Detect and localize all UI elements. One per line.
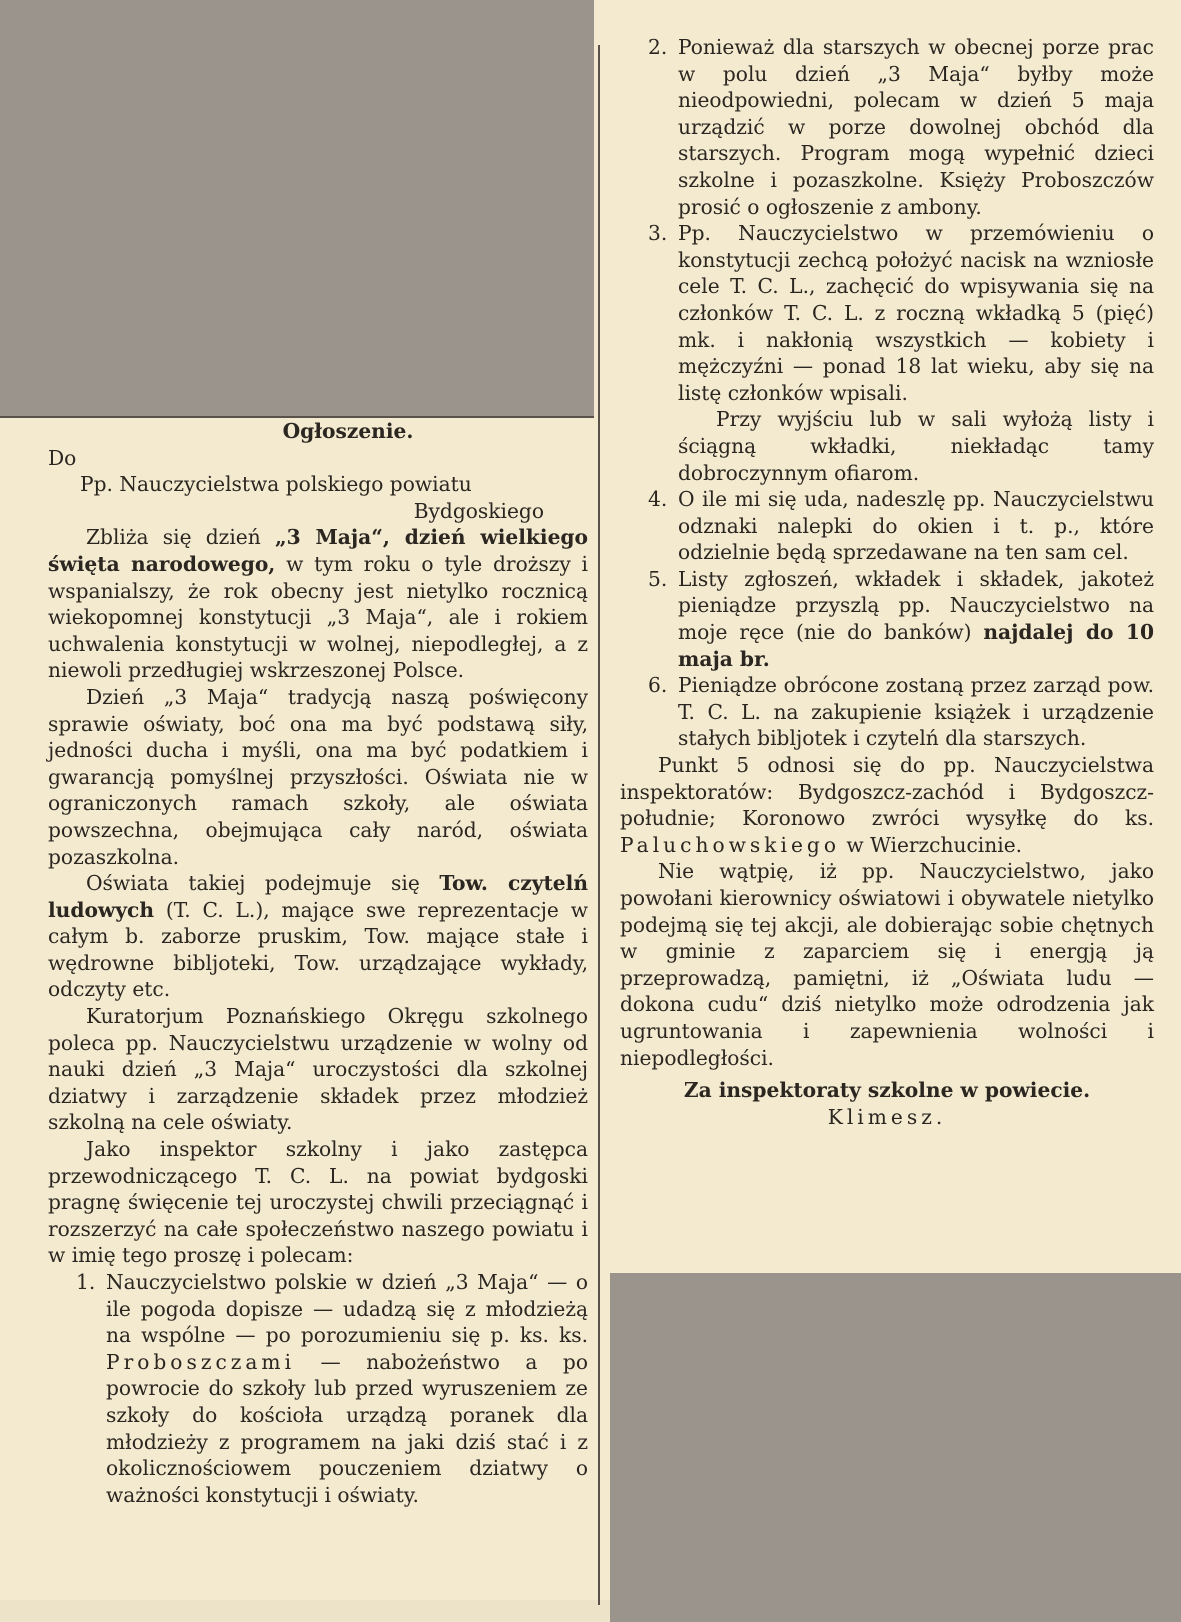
blank-region-bottom-right (610, 1273, 1181, 1622)
paragraph-tcl-rest: (T. C. L.), mające swe reprezentacje w całym b. zaborze pruskim, Tow. mające stałe i wędrowne bibljoteki, Tow. urządzające wykłady, odczyty etc. (48, 897, 588, 1002)
list-item-4-text: O ile mi się uda, nadeszlę pp. Nauczycielstwu odznaki nalepki do okien i t. p., które odzielnie będą sprzedawane na ten sam cel. (678, 487, 1154, 565)
list-item-6 (620, 672, 1154, 752)
list-item-2-text: Ponieważ dla starszych w obecnej porze prac w polu dzień „3 Maja“ byłby może nieodpowiedni, polecam w dzień 5 maja urządzić w porze dowolnej obchód dla starszych. Program mogą wypełnić dzieci szkolne i pozaszkolne. Księży Proboszczów prosić o ogłoszenie z ambony. (678, 35, 1154, 219)
list-item-3 (620, 220, 1154, 406)
paragraph-intro-bold: „3 Maja“, dzień wielkiego święta narodowego, (48, 525, 588, 576)
left-column (48, 418, 588, 1508)
paragraph-intro (48, 524, 588, 684)
list-item-5-bold: najdalej do 10 maja br. (678, 620, 1154, 671)
paragraph-tcl-bold: Tow. czytelń ludowych (48, 871, 588, 922)
list-item-number: 2. (648, 35, 668, 59)
paragraph-punkt-5-spaced: Paluchowskiego (620, 832, 840, 857)
list-item-number: 1. (76, 1270, 96, 1294)
paragraph-3-maja: Dzień „3 Maja“ tradycją naszą poświęcony sprawie oświaty, boć ona ma być podstawą siły, jedności ducha i myśli, ona ma być podatkiem i gwarancją pomyślnej przyszłości. Oświata nie w ograniczonych ramach szkoły, ale oświata powszechna, obejmująca cały naród, oświata pozaszkolna. (48, 684, 588, 869)
list-item-1 (48, 1269, 588, 1508)
paragraph-intro-start: Zbliża się dzień (86, 525, 275, 550)
paragraph-tcl-start: Oświata takiej podejmuje się (86, 871, 440, 896)
list-item-3-text: Pp. Nauczycielstwo w przemówieniu o konstytucji zechcą położyć nacisk na wzniosłe cele T. C. L., zachęcić do wpisywania się na członków T. C. L. z roczną wkładką 5 (pięć) mk. i nakłonią wszystkich — kobiety i mężczyźni — ponad 18 lat wieku, aby się na listę członków wpisali. (678, 221, 1154, 405)
paper-edge-bottom (0, 1600, 610, 1622)
list-item-6-text: Pieniądze obrócone zostaną przez zarząd pow. T. C. L. na zakupienie książek i urządzenie stałych bibljotek i czytelń dla starszych. (678, 673, 1154, 751)
list-item-number: 5. (648, 566, 668, 591)
list-item-3-continuation: Przy wyjściu lub w sali wyłożą listy i ściągną wkładki, niekładąc tamy dobroczynnym ofiarom. (678, 407, 1154, 485)
list-item-number: 6. (648, 673, 668, 698)
list-item-4 (620, 486, 1154, 566)
addressee-line-1: Pp. Nauczycielstwa polskiego powiatu (80, 472, 472, 497)
signature-name: Klimesz. (827, 1104, 947, 1129)
column-divider-rule (598, 45, 600, 1605)
paragraph-closing: Nie wątpię, iż pp. Nauczycielstwo, jako powołani kierownicy oświatowi i obywatele nietylko podejmą się tej akcji, ale dobierając sobie chętnych w gminie z zaparciem się i energją ją przeprowadzą, pamiętni, iż „Oświata ludu — dokona cudu“ dziś nietylko może odrodzenia jak ugruntowania i zapewnienia wolności i niepodległości. (620, 859, 1154, 1070)
paragraph-intro-rest: w tym roku o tyle droższy i wspanialszy, że rok obecny jest nietylko rocznicą wiekopomnej konstytucji „3 Maja“, ale i rokiem uchwalenia konstytucji w wolnej, niepodległej, a z niewoli przedługiej wskrzeszonej Polsce. (48, 551, 588, 683)
list-item-1-spaced: Proboszczami (106, 1349, 296, 1374)
list-item-2 (620, 34, 1154, 220)
paragraph-punkt-5-start: Punkt 5 odnosi się do pp. Nauczycielstwa inspektoratów: Bydgoszcz-zachód i Bydgoszcz-południe; Koronowo zwróci wysyłkę do ks. (620, 753, 1154, 831)
addressee-line-2: Bydgoskiego (413, 498, 544, 523)
article-title: Ogłoszenie. (282, 419, 414, 443)
signature-line: Za inspektoraty szkolne w powiecie. (683, 1078, 1091, 1103)
list-item-5-text: Listy zgłoszeń, wkładek i składek, jakoteż pieniądze przyszlą pp. Nauczycielstwo na moje ręce (nie do banków) (678, 566, 1154, 645)
blank-region-top-left (0, 0, 594, 418)
paragraph-punkt-5-rest: w Wierzchucinie. (839, 832, 1023, 857)
paragraph-kuratorjum: Kuratorjum Poznańskiego Okręgu szkolnego poleca pp. Nauczycielstwu urządzenie w wolny od nauki dzień „3 Maja“ uroczystości dla szkolnej dziatwy i zarządzenie składek przez młodzież szkolną na cele oświaty. (48, 1004, 588, 1135)
list-item-5 (620, 566, 1154, 672)
list-item-number: 3. (648, 221, 668, 246)
list-item-number: 4. (648, 487, 668, 512)
list-item-1-start: Nauczycielstwo polskie w dzień „3 Maja“ — o ile pogoda dopisze — udadzą się z młodzieżą na wspólne — po porozumieniu się p. ks. ks. (106, 1270, 588, 1348)
salutation-to: Do (48, 445, 77, 470)
paragraph-punkt-5 (620, 752, 1154, 858)
list-item-1-rest: — nabożeństwo a po powrocie do szkoły lub przed wyruszeniem ze szkoły do kościoła urządzą poranek dla młodzieży z programem na jaki dziś stać i z okolicznościowem pouczeniem dziatwy o ważności konstytucji i oświaty. (106, 1349, 588, 1507)
paragraph-tcl (48, 870, 588, 1003)
paragraph-inspektor: Jako inspektor szkolny i jako zastępca przewodniczącego T. C. L. na powiat bydgoski pragnę święcenie tej uroczystej chwili przeciągnąć i rozszerzyć na całe społeczeństwo naszego powiatu i w imię tego proszę i polecam: (48, 1137, 588, 1268)
right-column (620, 34, 1154, 1130)
